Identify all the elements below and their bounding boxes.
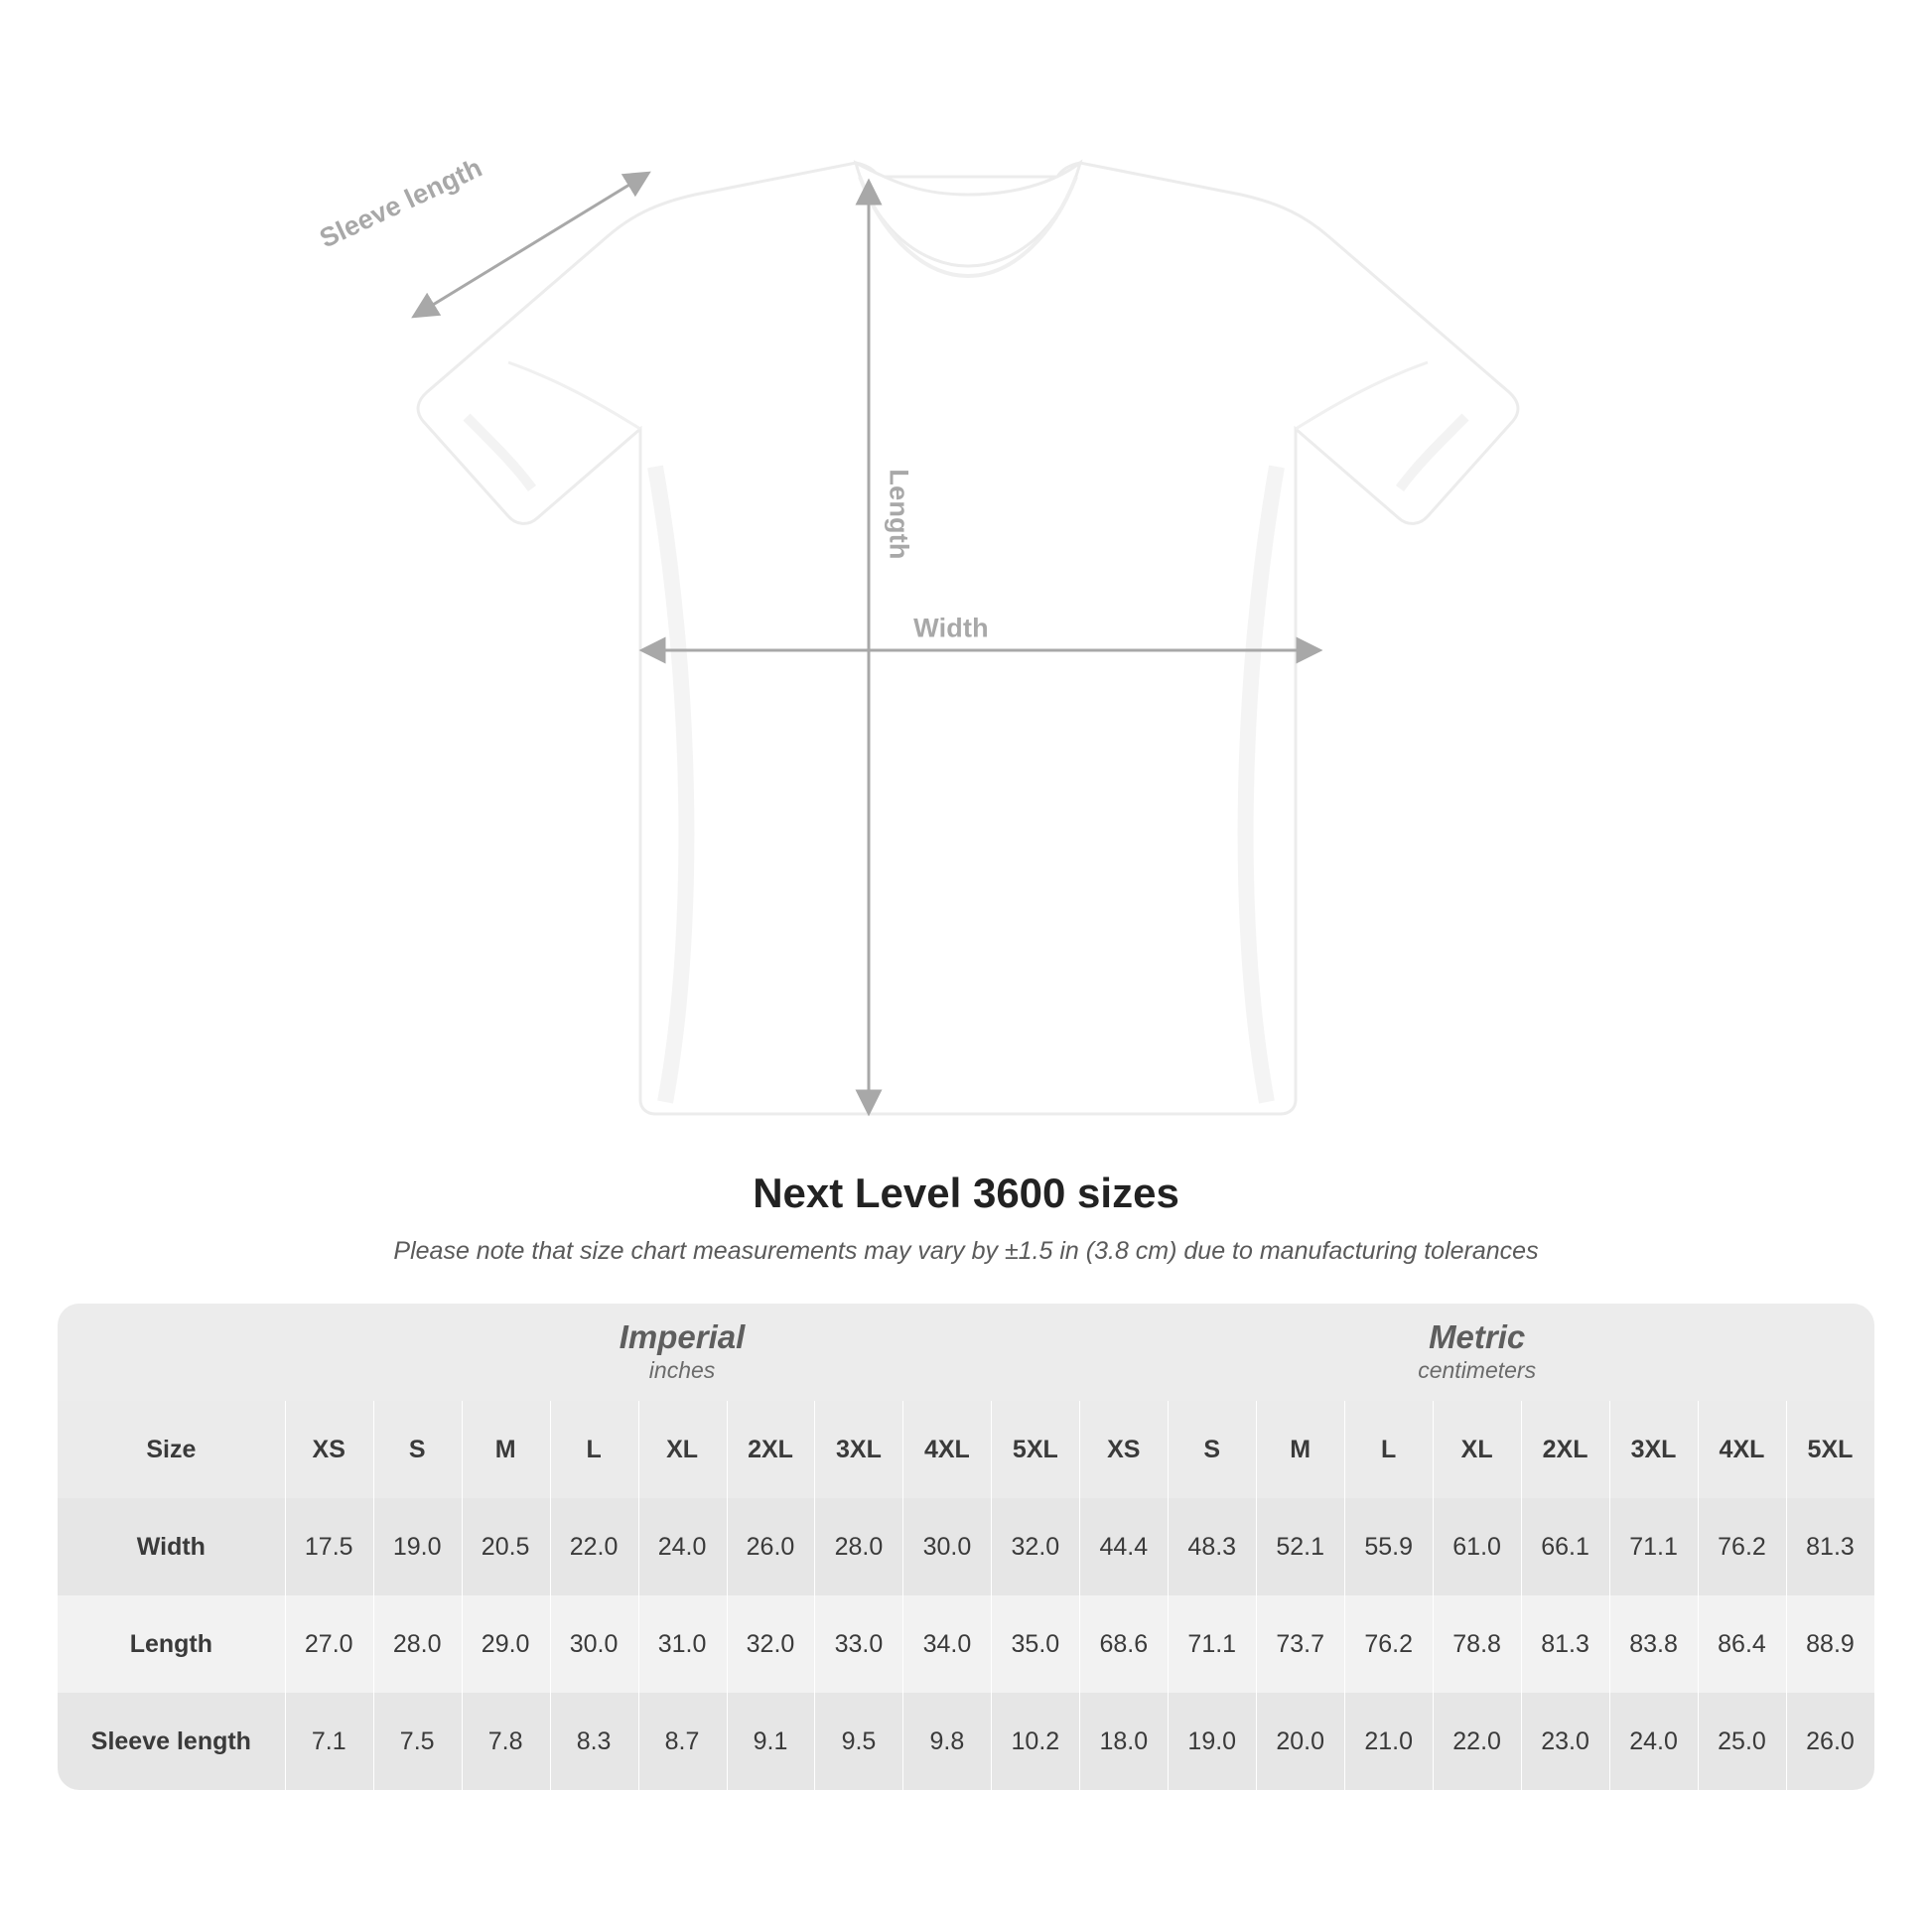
table-cell: 24.0 bbox=[638, 1498, 727, 1595]
table-cell: 19.0 bbox=[1168, 1693, 1256, 1790]
header-cell: L bbox=[1344, 1401, 1433, 1498]
table-cell: 9.5 bbox=[814, 1693, 902, 1790]
table-cell: 55.9 bbox=[1344, 1498, 1433, 1595]
table-cell: 32.0 bbox=[727, 1595, 815, 1693]
table-cell: 81.3 bbox=[1786, 1498, 1874, 1595]
header-cell: 3XL bbox=[1609, 1401, 1698, 1498]
unit-group-metric bbox=[1079, 1304, 1874, 1401]
length-label: Length bbox=[884, 469, 914, 560]
row-label-sleeve-length: Sleeve length bbox=[58, 1693, 285, 1790]
table-cell: 9.1 bbox=[727, 1693, 815, 1790]
unit-imperial-sub: inches bbox=[648, 1357, 716, 1384]
table-cell: 26.0 bbox=[727, 1498, 815, 1595]
table-cell: 76.2 bbox=[1344, 1595, 1433, 1693]
table-cell: 78.8 bbox=[1433, 1595, 1521, 1693]
table-cell: 66.1 bbox=[1521, 1498, 1609, 1595]
unit-imperial-name: Imperial bbox=[619, 1318, 746, 1356]
table-cell: 83.8 bbox=[1609, 1595, 1698, 1693]
table-cell: 23.0 bbox=[1521, 1693, 1609, 1790]
header-cell: L bbox=[550, 1401, 638, 1498]
table-cell: 44.4 bbox=[1079, 1498, 1168, 1595]
header-cell: S bbox=[373, 1401, 462, 1498]
table-row bbox=[58, 1498, 1874, 1595]
table-row bbox=[58, 1693, 1874, 1790]
table-cell: 28.0 bbox=[373, 1595, 462, 1693]
size-table-wrapper bbox=[58, 1304, 1874, 1790]
header-cell: 2XL bbox=[727, 1401, 815, 1498]
header-cell: 4XL bbox=[1698, 1401, 1786, 1498]
table-cell: 7.8 bbox=[462, 1693, 550, 1790]
table-cell: 52.1 bbox=[1256, 1498, 1344, 1595]
table-cell: 71.1 bbox=[1168, 1595, 1256, 1693]
table-cell: 25.0 bbox=[1698, 1693, 1786, 1790]
table-cell: 17.5 bbox=[285, 1498, 373, 1595]
table-cell: 30.0 bbox=[902, 1498, 991, 1595]
table-cell: 19.0 bbox=[373, 1498, 462, 1595]
unit-metric-name: Metric bbox=[1429, 1318, 1526, 1356]
table-cell: 68.6 bbox=[1079, 1595, 1168, 1693]
table-cell: 20.5 bbox=[462, 1498, 550, 1595]
header-cell: M bbox=[462, 1401, 550, 1498]
header-cell: 5XL bbox=[1786, 1401, 1874, 1498]
table-cell: 76.2 bbox=[1698, 1498, 1786, 1595]
table-cell: 31.0 bbox=[638, 1595, 727, 1693]
header-cell: XS bbox=[1079, 1401, 1168, 1498]
table-cell: 28.0 bbox=[814, 1498, 902, 1595]
table-cell: 30.0 bbox=[550, 1595, 638, 1693]
width-label: Width bbox=[913, 613, 989, 643]
table-cell: 9.8 bbox=[902, 1693, 991, 1790]
unit-group-imperial bbox=[285, 1304, 1080, 1401]
sleeve-length-label: Sleeve length bbox=[315, 152, 487, 254]
table-cell: 81.3 bbox=[1521, 1595, 1609, 1693]
table-cell: 88.9 bbox=[1786, 1595, 1874, 1693]
table-cell: 34.0 bbox=[902, 1595, 991, 1693]
header-cell: XL bbox=[1433, 1401, 1521, 1498]
table-cell: 73.7 bbox=[1256, 1595, 1344, 1693]
header-cell: 5XL bbox=[991, 1401, 1079, 1498]
table-cell: 22.0 bbox=[550, 1498, 638, 1595]
table-cell: 71.1 bbox=[1609, 1498, 1698, 1595]
header-cell: 2XL bbox=[1521, 1401, 1609, 1498]
table-cell: 7.5 bbox=[373, 1693, 462, 1790]
size-table bbox=[58, 1304, 1874, 1790]
table-row bbox=[58, 1595, 1874, 1693]
unit-group-row bbox=[58, 1304, 1874, 1401]
header-cell: S bbox=[1168, 1401, 1256, 1498]
header-cell: 4XL bbox=[902, 1401, 991, 1498]
table-cell: 20.0 bbox=[1256, 1693, 1344, 1790]
table-cell: 32.0 bbox=[991, 1498, 1079, 1595]
table-cell: 22.0 bbox=[1433, 1693, 1521, 1790]
table-cell: 24.0 bbox=[1609, 1693, 1698, 1790]
row-label-length: Length bbox=[58, 1595, 285, 1693]
table-cell: 86.4 bbox=[1698, 1595, 1786, 1693]
unit-metric-sub: centimeters bbox=[1418, 1357, 1537, 1384]
table-cell: 21.0 bbox=[1344, 1693, 1433, 1790]
measurement-note: Please note that size chart measurements may vary by ±1.5 in (3.8 cm) due to manufacturing tolerances bbox=[393, 1237, 1539, 1265]
table-cell: 35.0 bbox=[991, 1595, 1079, 1693]
table-cell: 27.0 bbox=[285, 1595, 373, 1693]
row-label-width: Width bbox=[58, 1498, 285, 1595]
header-cell: XL bbox=[638, 1401, 727, 1498]
table-cell: 8.7 bbox=[638, 1693, 727, 1790]
table-cell: 33.0 bbox=[814, 1595, 902, 1693]
table-cell: 48.3 bbox=[1168, 1498, 1256, 1595]
table-cell: 10.2 bbox=[991, 1693, 1079, 1790]
table-cell: 8.3 bbox=[550, 1693, 638, 1790]
page-title: Next Level 3600 sizes bbox=[753, 1170, 1179, 1216]
header-cell: 3XL bbox=[814, 1401, 902, 1498]
header-cell: M bbox=[1256, 1401, 1344, 1498]
table-header-row bbox=[58, 1401, 1874, 1498]
table-cell: 29.0 bbox=[462, 1595, 550, 1693]
table-cell: 7.1 bbox=[285, 1693, 373, 1790]
unit-spacer-cell bbox=[58, 1304, 285, 1401]
header-size-label: Size bbox=[58, 1401, 285, 1498]
header-cell: XS bbox=[285, 1401, 373, 1498]
table-cell: 26.0 bbox=[1786, 1693, 1874, 1790]
table-cell: 61.0 bbox=[1433, 1498, 1521, 1595]
table-cell: 18.0 bbox=[1079, 1693, 1168, 1790]
